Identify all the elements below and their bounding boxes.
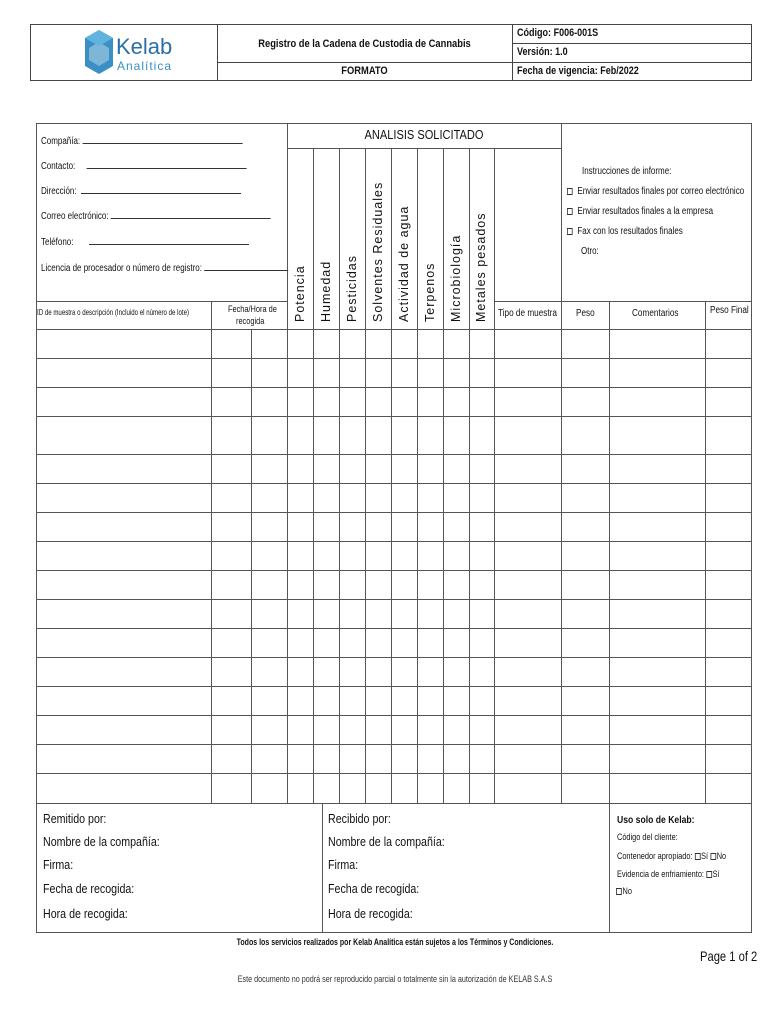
frame-right <box>751 123 752 933</box>
logo-subtitle: Analítica <box>117 59 173 73</box>
option-other: Otro: <box>581 246 599 257</box>
col-line <box>287 123 288 803</box>
header-divider <box>217 24 218 81</box>
sender-company-label: Nombre de la compañía: <box>43 834 160 849</box>
address-field[interactable] <box>41 185 241 197</box>
col-datetime-2: recogida <box>236 316 265 326</box>
checkbox-icon[interactable] <box>567 228 573 235</box>
header-divider <box>512 43 752 44</box>
row-line <box>36 744 752 745</box>
container-field <box>617 851 726 861</box>
row-line <box>36 541 752 542</box>
header-divider <box>217 62 752 63</box>
frame-bottom <box>36 932 752 933</box>
footer-divider <box>322 803 323 932</box>
col-sample-type: Tipo de muestra <box>498 308 557 319</box>
col-line <box>469 148 470 803</box>
checkbox-icon[interactable] <box>706 871 712 878</box>
checkbox-icon[interactable] <box>710 853 716 860</box>
analysis-title: ANALISIS SOLICITADO <box>364 127 484 142</box>
document-version: Versión: 1.0 <box>517 46 568 58</box>
email-field[interactable] <box>41 210 271 222</box>
test-actividad-agua: Actividad de agua <box>397 205 411 322</box>
col-final-weight: Peso Final <box>710 305 749 316</box>
receiver-time-label: Hora de recogida: <box>328 906 413 921</box>
phone-field[interactable] <box>41 236 249 248</box>
form-title: Registro de la Cadena de Custodia de Cannabis <box>258 38 471 50</box>
logo-name: Kelab <box>116 34 173 59</box>
col-line <box>251 329 252 803</box>
row-line <box>36 483 752 484</box>
option-email-label: Enviar resultados finales por correo electrónico <box>577 186 745 197</box>
test-pesticidas: Pesticidas <box>345 255 359 322</box>
row-line <box>36 803 752 804</box>
col-line <box>365 148 366 803</box>
container-label: Contenedor apropiado: <box>617 851 693 861</box>
row-line <box>36 512 752 513</box>
col-line <box>339 148 340 803</box>
header-divider <box>512 24 513 81</box>
sender-signature-label: Firma: <box>43 857 74 872</box>
test-humedad: Humedad <box>319 260 333 322</box>
row-line <box>36 657 752 658</box>
option-fax-label: Fax con los resultados finales <box>577 226 683 237</box>
client-code-label: Código del cliente: <box>617 832 678 842</box>
row-line <box>36 416 752 417</box>
row-line <box>36 628 752 629</box>
cooling-field <box>617 869 720 879</box>
row-line <box>36 773 752 774</box>
cooling-label: Evidencia de enfriamiento: <box>617 869 704 879</box>
row-line <box>36 358 752 359</box>
contact-field[interactable] <box>41 160 246 172</box>
terms-text: Todos los servicios realizados por Kelab Analítica están sujetos a los Términos y Condiciones. <box>236 937 554 947</box>
yes-label: Sí <box>701 851 709 861</box>
yes-label: Sí <box>712 869 720 879</box>
row-line <box>36 301 287 302</box>
receiver-company-label: Nombre de la compañía: <box>328 834 445 849</box>
license-field[interactable] <box>41 262 288 274</box>
document-code: Código: F006-001S <box>517 27 599 39</box>
row-line <box>36 715 752 716</box>
company-label: Compañía: <box>41 136 81 147</box>
row-line <box>36 599 752 600</box>
row-line <box>494 301 752 302</box>
col-line <box>561 123 562 803</box>
frame-left <box>36 123 37 933</box>
test-microbiologia: Microbiología <box>449 234 463 322</box>
form-subtitle: FORMATO <box>341 65 388 77</box>
checkbox-icon[interactable] <box>567 208 573 215</box>
document-validity: Fecha de vigencia: Feb/2022 <box>517 65 639 77</box>
analysis-divider <box>287 148 561 149</box>
instructions-title: Instrucciones de informe: <box>582 166 672 177</box>
kelab-only-label: Uso solo de Kelab: <box>617 814 695 826</box>
reproduction-notice: Este documento no podrá ser reproducido parcial o totalmente sin la autorización de KELAB S.A.S <box>237 974 553 984</box>
kelab-logo <box>82 28 172 76</box>
received-by-label: Recibido por: <box>328 811 391 826</box>
col-line <box>391 148 392 803</box>
no-label: No <box>622 886 633 896</box>
no-label: No <box>716 851 727 861</box>
col-line <box>417 148 418 803</box>
row-line <box>36 329 752 330</box>
option-email[interactable] <box>567 186 744 197</box>
option-fax[interactable] <box>567 226 683 237</box>
checkbox-icon[interactable] <box>695 853 701 860</box>
col-line <box>494 148 495 803</box>
contact-label: Contacto: <box>41 161 76 172</box>
option-company-label: Enviar resultados finales a la empresa <box>577 206 714 217</box>
cooling-no-field <box>616 886 632 896</box>
sender-time-label: Hora de recogida: <box>43 906 128 921</box>
col-line <box>705 301 706 803</box>
test-metales: Metales pesados <box>474 212 488 322</box>
col-comments: Comentarios <box>632 308 679 319</box>
license-label: Licencia de procesador o número de registro: <box>41 263 202 274</box>
col-line <box>443 148 444 803</box>
row-line <box>36 387 752 388</box>
col-line <box>211 301 212 803</box>
checkbox-icon[interactable] <box>616 888 622 895</box>
checkbox-icon[interactable] <box>567 188 573 195</box>
receiver-date-label: Fecha de recogida: <box>328 881 420 896</box>
col-line <box>609 301 610 933</box>
frame-top <box>36 123 752 124</box>
phone-label: Teléfono: <box>41 237 74 248</box>
test-solventes: Solventes Residuales <box>371 181 385 322</box>
page-number: Page 1 of 2 <box>700 948 758 964</box>
sender-date-label: Fecha de recogida: <box>43 881 135 896</box>
col-line <box>313 148 314 803</box>
col-sample-id: ID de muestra o descripción (Incluido el número de lote) <box>37 307 190 317</box>
test-terpenos: Terpenos <box>423 262 437 322</box>
email-label: Correo electrónico: <box>41 211 109 222</box>
receiver-signature-label: Firma: <box>328 857 359 872</box>
col-datetime-1: Fecha/Hora de <box>228 304 277 314</box>
address-label: Dirección: <box>41 186 77 197</box>
col-weight: Peso <box>576 308 595 319</box>
sent-by-label: Remitido por: <box>43 811 107 826</box>
company-field[interactable] <box>41 135 242 147</box>
row-line <box>36 686 752 687</box>
row-line <box>36 454 752 455</box>
option-company[interactable] <box>567 206 713 217</box>
logo-hexagon-icon <box>82 28 116 76</box>
row-line <box>36 570 752 571</box>
test-potencia: Potencia <box>293 265 307 322</box>
